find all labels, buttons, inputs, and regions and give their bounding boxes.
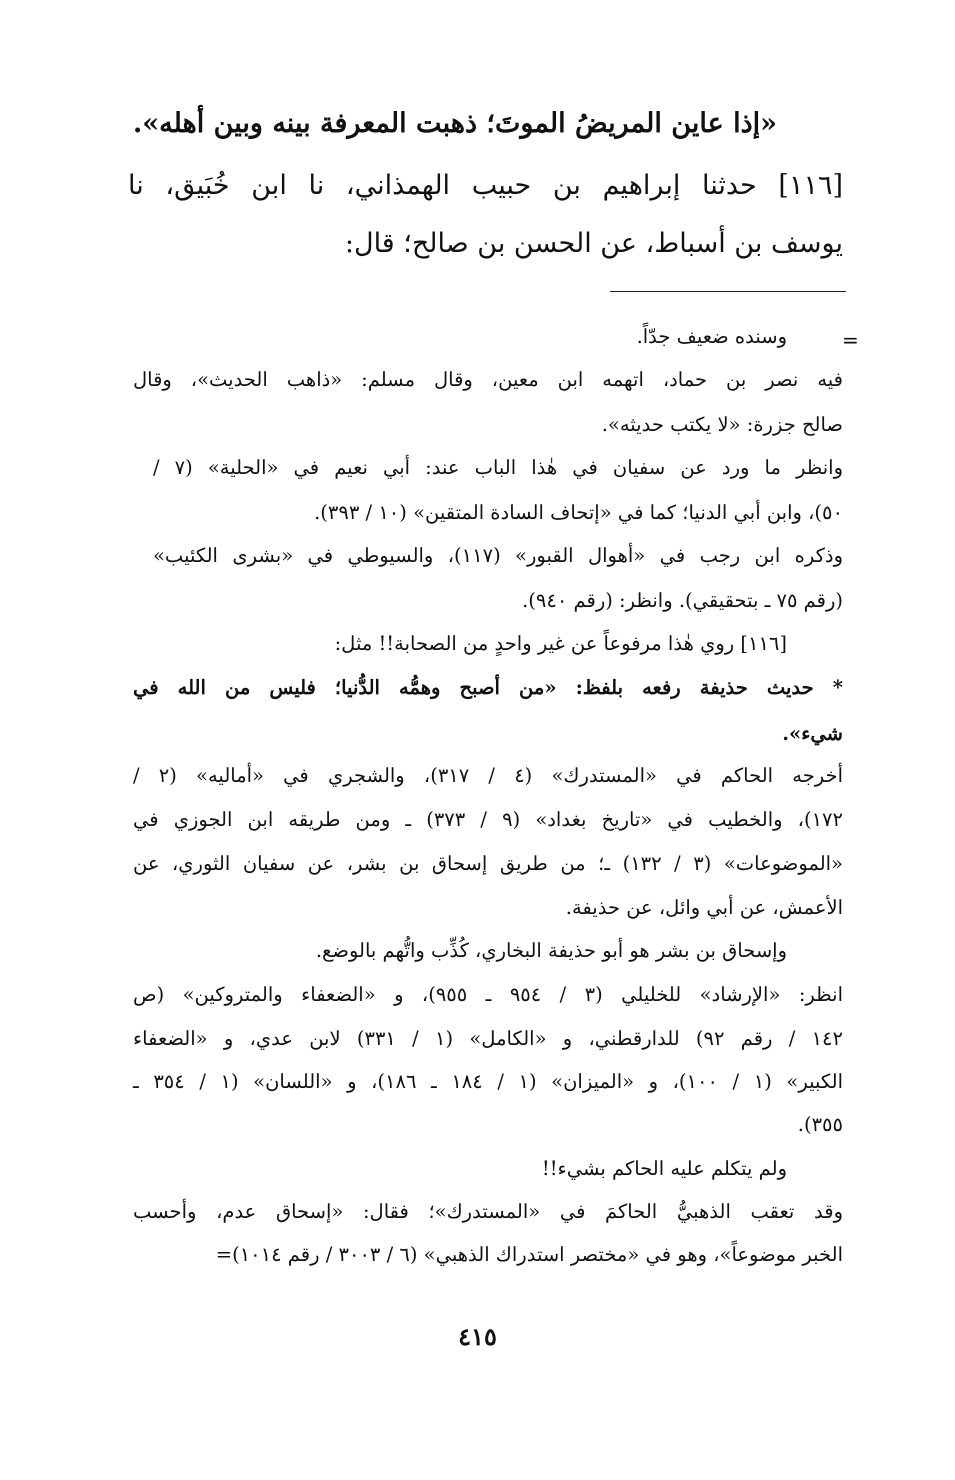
footnote-separator (610, 291, 846, 292)
footnote-line: ١٤٢ / رقم ٩٢) للدارقطني، و «الكامل» (١ / ٣٣١) لابن عدي، و «الضعفاء (133, 1027, 843, 1050)
footnote-line: وانظر ما ورد عن سفيان في هٰذا الباب عند: أبي نعيم في «الحلية» (٧ / (153, 456, 843, 479)
footnote-line: الكبير» (١ / ١٠٠)، و «الميزان» (١ / ١٨٤ ـ ١٨٦)، و «اللسان» (١ / ٣٥٤ ـ (133, 1070, 843, 1093)
footnote-line: (رقم ٧٥ ـ بتحقيقي). وانظر: (رقم ٩٤٠). (522, 589, 843, 612)
footnote-line: ٥٠)، وابن أبي الدنيا؛ كما في «إتحاف السادة المتقين» (١٠ / ٣٩٣). (314, 501, 843, 524)
main-text-line-2: [١١٦] حدثنا إبراهيم بن حبيب الهمذاني، نا ابن خُبَيق، نا (128, 170, 843, 201)
footnote-line: فيه نصر بن حماد، اتهمه ابن معين، وقال مسلم: «ذاهب الحديث»، وقال (133, 368, 843, 391)
footnote-line: وقد تعقب الذهبيُّ الحاكمَ في «المستدرك»؛ فقال: «إسحاق عدم، وأحسب (133, 1200, 843, 1223)
footnote-line: ١٧٢)، والخطيب في «تاريخ بغداد» (٩ / ٣٧٣) ـ ومن طريقه ابن الجوزي في (133, 808, 843, 831)
footnote-line: «الموضوعات» (٣ / ١٣٢) ـ؛ من طريق إسحاق بن بشر، عن سفيان الثوري، عن (133, 852, 843, 875)
footnote-line: وذكره ابن رجب في «أهوال القبور» (١١٧)، والسيوطي في «بشرى الكئيب» (153, 544, 843, 567)
footnote-line: الخبر موضوعاً»، وهو في «مختصر استدراك الذهبي» (٦ / ٣٠٠٣ / رقم ١٠١٤)= (215, 1243, 843, 1266)
footnote-line: الأعمش، عن أبي وائل، عن حذيفة. (565, 896, 843, 919)
footnote-continuation-mark: = (842, 328, 859, 352)
main-text-line-1: «إذا عاين المريضُ الموتَ؛ ذهبت المعرفة بينه وبين أهله». (132, 108, 777, 139)
footnote-line: ٣٥٥). (797, 1113, 843, 1136)
main-text-line-3: يوسف بن أسباط، عن الحسن بن صالح؛ قال: (344, 228, 843, 259)
footnote-line: * حديث حذيفة رفعه بلفظ: «من أصبح وهمُّه الدُّنيا؛ فليس من الله في (133, 676, 843, 699)
footnote-line: وسنده ضعيف جدّاً. (636, 325, 787, 348)
footnote-line: أخرجه الحاكم في «المستدرك» (٤ / ٣١٧)، والشجري في «أماليه» (٢ / (133, 764, 843, 787)
footnote-line: انظر: «الإرشاد» للخليلي (٣ / ٩٥٤ ـ ٩٥٥)، و «الضعفاء والمتروكين» (ص (133, 983, 843, 1006)
footnote-line: وإسحاق بن بشر هو أبو حذيفة البخاري، كُذِّب واتُّهم بالوضع. (315, 939, 787, 962)
footnote-line: ولم يتكلم عليه الحاكم بشيء!! (541, 1157, 787, 1180)
footnote-line: صالح جزرة: «لا يكتب حديثه». (601, 413, 843, 436)
page-number: ٤١٥ (458, 1322, 497, 1351)
footnote-line: [١١٦] روي هٰذا مرفوعاً عن غير واحدٍ من الصحابة!! مثل: (334, 632, 787, 655)
footnote-line: شيء». (782, 722, 843, 745)
